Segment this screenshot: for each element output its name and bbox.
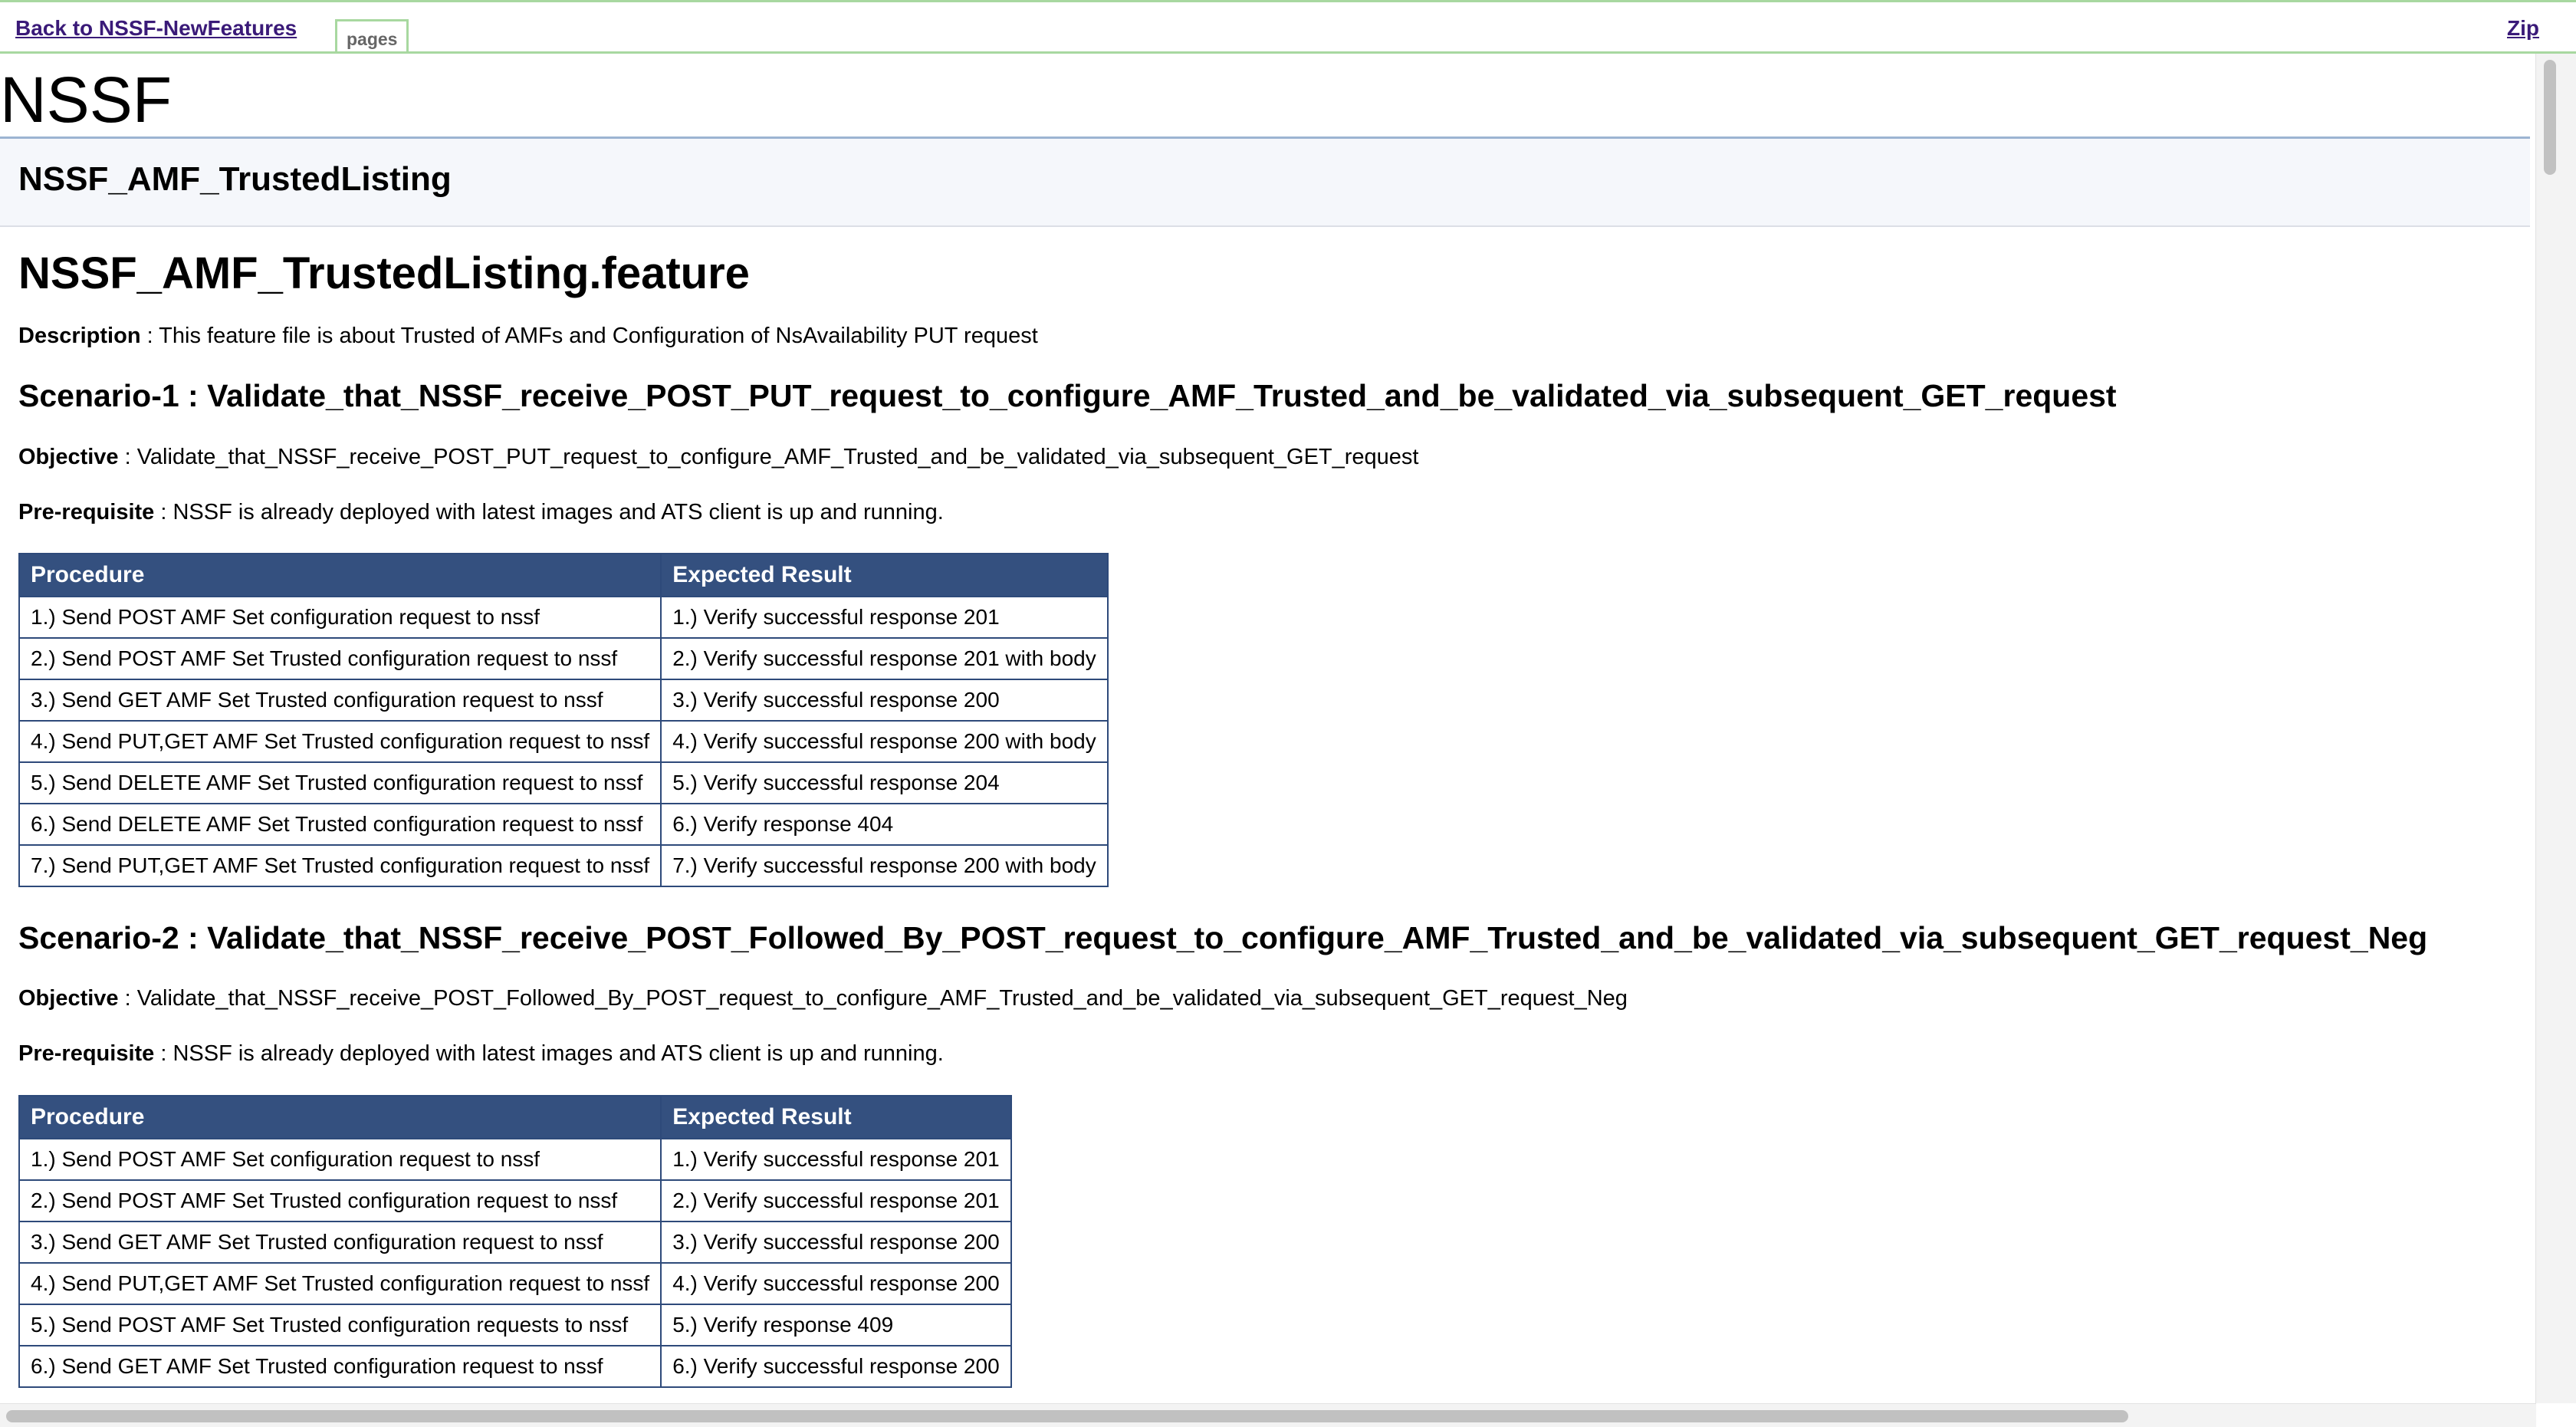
procedure-cell: 4.) Send PUT,GET AMF Set Trusted configuration request to nssf — [19, 721, 661, 762]
expected-result-column-header: Expected Result — [661, 1096, 1010, 1139]
sub-header-title: NSSF_AMF_TrustedListing — [18, 160, 452, 198]
expected-result-cell: 5.) Verify successful response 204 — [661, 762, 1108, 804]
scenario-1-prerequisite — [18, 500, 944, 525]
description-text: : This feature file is about Trusted of AMFs and Configuration of NsAvailability PUT request — [140, 324, 1038, 348]
procedure-cell: 3.) Send GET AMF Set Trusted configuration request to nssf — [19, 1221, 661, 1263]
procedure-cell: 5.) Send POST AMF Set Trusted configuration requests to nssf — [19, 1304, 661, 1346]
expected-result-cell: 4.) Verify successful response 200 — [661, 1263, 1010, 1304]
procedure-cell: 4.) Send PUT,GET AMF Set Trusted configuration request to nssf — [19, 1263, 661, 1304]
table-row — [19, 597, 1108, 638]
sub-header — [0, 139, 2530, 227]
objective-label: Objective — [18, 986, 119, 1011]
scenario-2-title: Scenario-2 : Validate_that_NSSF_receive_POST_Followed_By_POST_request_to_configure_AMF_Trusted_and_be_validated_via_subsequent_GET_request_Neg — [18, 920, 2428, 955]
procedure-cell: 6.) Send GET AMF Set Trusted configuration request to nssf — [19, 1346, 661, 1387]
procedure-cell: 1.) Send POST AMF Set configuration request to nssf — [19, 597, 661, 638]
table-row — [19, 1304, 1011, 1346]
table-row — [19, 721, 1108, 762]
expected-result-cell: 4.) Verify successful response 200 with body — [661, 721, 1108, 762]
table-header-row — [19, 554, 1108, 597]
pages-tab[interactable]: pages — [335, 19, 409, 51]
scenario-1-objective — [18, 445, 1418, 470]
table-row — [19, 845, 1108, 886]
expected-result-cell: 2.) Verify successful response 201 with body — [661, 638, 1108, 679]
expected-result-cell: 6.) Verify successful response 200 — [661, 1346, 1010, 1387]
objective-label: Objective — [18, 445, 119, 469]
prerequisite-label: Pre-requisite — [18, 500, 155, 524]
prerequisite-text: : NSSF is already deployed with latest images and ATS client is up and running. — [154, 500, 944, 524]
procedure-cell: 3.) Send GET AMF Set Trusted configuration request to nssf — [19, 679, 661, 721]
scenario-1-table — [18, 553, 1109, 887]
expected-result-cell: 5.) Verify response 409 — [661, 1304, 1010, 1346]
table-row — [19, 1346, 1011, 1387]
expected-result-cell: 6.) Verify response 404 — [661, 804, 1108, 845]
table-header-row — [19, 1096, 1011, 1139]
table-row — [19, 1221, 1011, 1263]
expected-result-cell: 2.) Verify successful response 201 — [661, 1180, 1010, 1221]
expected-result-column-header: Expected Result — [661, 554, 1108, 597]
procedure-cell: 2.) Send POST AMF Set Trusted configuration request to nssf — [19, 1180, 661, 1221]
scenario-2-table — [18, 1095, 1012, 1388]
procedure-cell: 1.) Send POST AMF Set configuration request to nssf — [19, 1139, 661, 1180]
table-row — [19, 1263, 1011, 1304]
prerequisite-label: Pre-requisite — [18, 1041, 155, 1066]
horizontal-scrollbar[interactable] — [0, 1403, 2536, 1427]
table-row — [19, 762, 1108, 804]
zip-link[interactable]: Zip — [2507, 16, 2539, 40]
expected-result-cell: 7.) Verify successful response 200 with body — [661, 845, 1108, 886]
objective-text: : Validate_that_NSSF_receive_POST_PUT_request_to_configure_AMF_Trusted_and_be_validated_via_subsequent_GET_request — [118, 445, 1419, 469]
table-row — [19, 638, 1108, 679]
scenario-1-title: Scenario-1 : Validate_that_NSSF_receive_POST_PUT_request_to_configure_AMF_Trusted_and_be_validated_via_subsequent_GET_request — [18, 378, 2117, 413]
table-row — [19, 1180, 1011, 1221]
procedure-column-header: Procedure — [19, 1096, 661, 1139]
objective-text: : Validate_that_NSSF_receive_POST_Followed_By_POST_request_to_configure_AMF_Trusted_and_be_validated_via_subsequent_GET_request_Neg — [118, 986, 1628, 1011]
procedure-cell: 5.) Send DELETE AMF Set Trusted configuration request to nssf — [19, 762, 661, 804]
prerequisite-text: : NSSF is already deployed with latest images and ATS client is up and running. — [154, 1041, 944, 1066]
main-content — [0, 54, 2530, 1403]
procedure-cell: 7.) Send PUT,GET AMF Set Trusted configuration request to nssf — [19, 845, 661, 886]
scenario-2-prerequisite — [18, 1041, 944, 1067]
vertical-scrollbar-thumb[interactable] — [2544, 60, 2556, 175]
description-label: Description — [18, 324, 141, 348]
procedure-column-header: Procedure — [19, 554, 661, 597]
procedure-cell: 2.) Send POST AMF Set Trusted configuration request to nssf — [19, 638, 661, 679]
feature-title: NSSF_AMF_TrustedListing.feature — [18, 248, 750, 298]
table-row — [19, 804, 1108, 845]
table-row — [19, 679, 1108, 721]
expected-result-cell: 3.) Verify successful response 200 — [661, 1221, 1010, 1263]
horizontal-scrollbar-thumb[interactable] — [6, 1410, 2128, 1422]
top-nav-bar — [0, 0, 2576, 54]
expected-result-cell: 1.) Verify successful response 201 — [661, 597, 1108, 638]
expected-result-cell: 3.) Verify successful response 200 — [661, 679, 1108, 721]
vertical-scrollbar[interactable] — [2535, 54, 2576, 1403]
table-row — [19, 1139, 1011, 1180]
description — [18, 324, 1038, 349]
procedure-cell: 6.) Send DELETE AMF Set Trusted configuration request to nssf — [19, 804, 661, 845]
page-title: NSSF — [0, 64, 172, 136]
scenario-2-objective — [18, 986, 1628, 1011]
back-link[interactable]: Back to NSSF-NewFeatures — [15, 16, 297, 40]
expected-result-cell: 1.) Verify successful response 201 — [661, 1139, 1010, 1180]
